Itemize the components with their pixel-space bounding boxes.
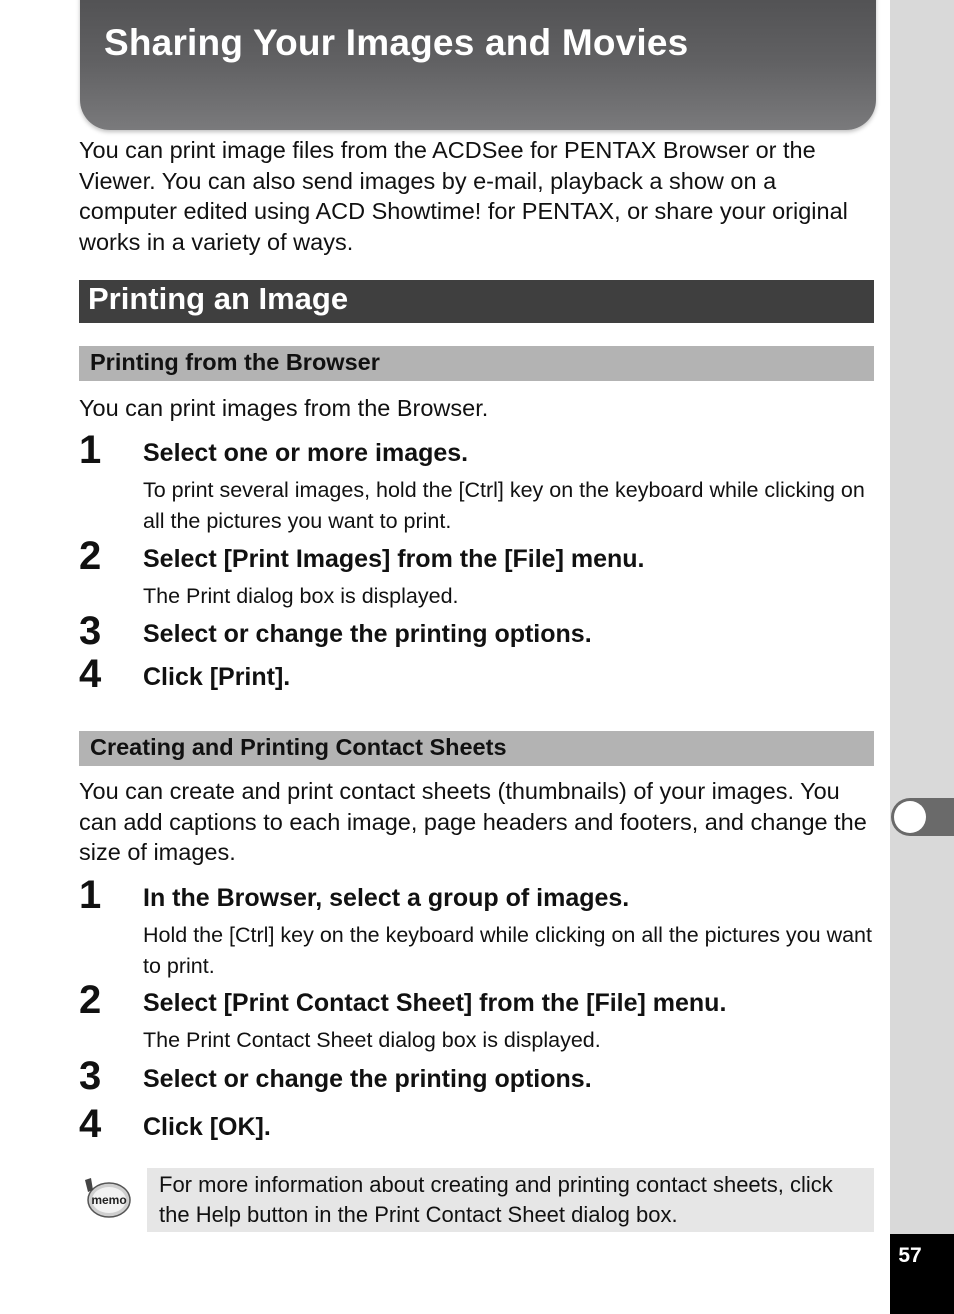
- step-title: Select one or more images.: [143, 439, 469, 467]
- subsection-heading-browser: [79, 346, 874, 381]
- memo-icon: [82, 1176, 132, 1220]
- step-description: The Print Contact Sheet dialog box is displayed.: [143, 1028, 601, 1052]
- step-title: Click [OK].: [143, 1113, 271, 1141]
- chapter-tab-marker: [891, 798, 954, 836]
- subsection-heading-browser-text: Printing from the Browser: [90, 349, 380, 375]
- step-number: 1: [79, 428, 102, 472]
- step-description: The Print dialog box is displayed.: [143, 584, 459, 608]
- subsection-heading-contact-text: Creating and Printing Contact Sheets: [90, 734, 507, 760]
- step-number: 2: [79, 534, 102, 578]
- subsection-heading-contact: [79, 731, 874, 766]
- step-description: Hold the [Ctrl] key on the keyboard while clicking on all the pictures you want to print.: [143, 923, 872, 978]
- step-title: Select or change the printing options.: [143, 1065, 592, 1093]
- intro-paragraph: You can print image files from the ACDSee for PENTAX Browser or the Viewer. You can also send images by e-mail, playback a show on a computer edited using ACD Showtime! for PENTAX, or share your original works in a variety of ways.: [79, 137, 848, 256]
- step-title: Select [Print Contact Sheet] from the [File] menu.: [143, 989, 727, 1017]
- browser-intro: You can print images from the Browser.: [79, 395, 489, 421]
- step-number: 4: [79, 652, 102, 696]
- side-strip: [890, 0, 954, 1314]
- title-banner: [80, 0, 876, 130]
- step-title: Select or change the printing options.: [143, 620, 592, 648]
- memo-icon-label: memo: [91, 1193, 127, 1207]
- chapter-tab-dot: [894, 801, 926, 833]
- memo-text: For more information about creating and printing contact sheets, click the Help button in the Print Contact Sheet dialog box.: [159, 1172, 833, 1227]
- step-number: 1: [79, 873, 102, 917]
- step-title: Click [Print].: [143, 663, 291, 691]
- page-number-box: [890, 1234, 954, 1314]
- page-title: Sharing Your Images and Movies: [104, 22, 689, 63]
- step-description: To print several images, hold the [Ctrl] key on the keyboard while clicking on all the pictures you want to print.: [143, 478, 865, 533]
- page-number: 57: [898, 1244, 922, 1267]
- step-number: 3: [79, 609, 102, 653]
- step-title: Select [Print Images] from the [File] menu.: [143, 545, 645, 573]
- step-title: In the Browser, select a group of images.: [143, 884, 630, 912]
- contact-intro: You can create and print contact sheets (thumbnails) of your images. You can add captions to each image, page headers and footers, and change the size of images.: [79, 778, 867, 866]
- step-number: 2: [79, 978, 102, 1022]
- section-heading: [79, 280, 874, 323]
- step-number: 4: [79, 1102, 102, 1146]
- section-heading-text: Printing an Image: [88, 281, 349, 316]
- memo-box: [147, 1168, 874, 1232]
- step-number: 3: [79, 1054, 102, 1098]
